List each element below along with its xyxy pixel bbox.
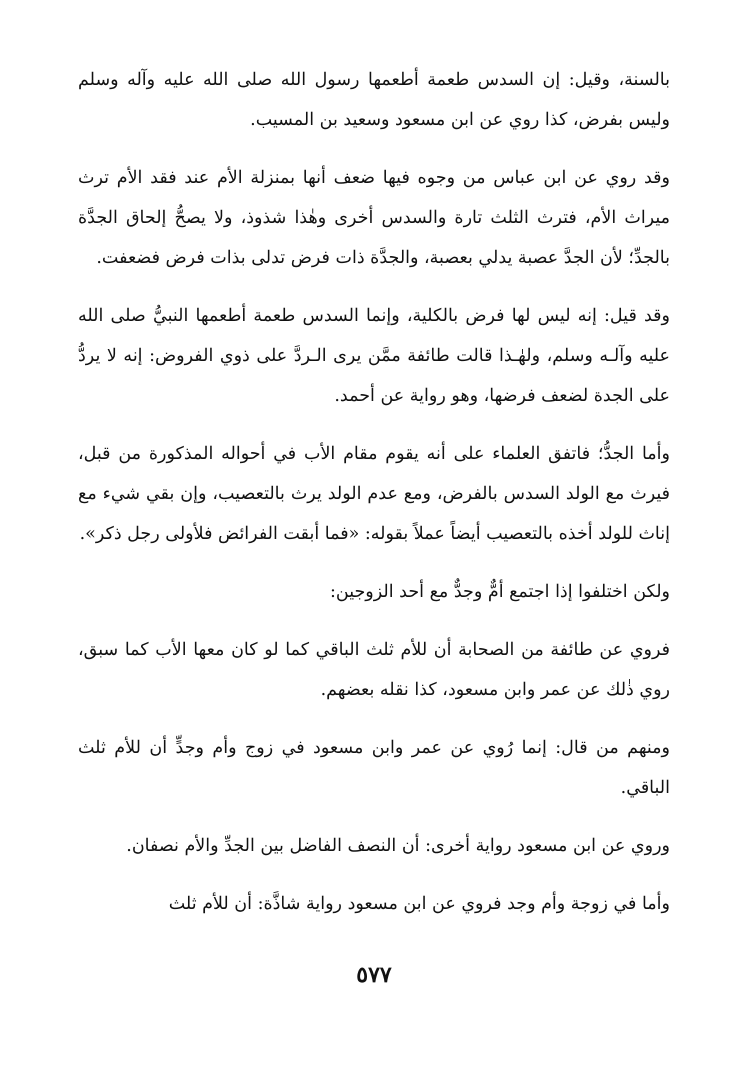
document-body [78,60,670,942]
paragraph-8: وروي عن ابن مسعود رواية أخرى: أن النصف الفاضل بين الجدِّ والأم نصفان. [126,836,670,856]
paragraph-1: بالسنة، وقيل: إن السدس طعمة أطعمها رسول الله صلى الله عليه وآله وسلم وليس بفرض، كذا روي عن ابن مسعود وسعيد بن المسيب. [78,70,670,130]
paragraph-9: وأما في زوجة وأم وجد فروي عن ابن مسعود رواية شاذَّة: أن للأم ثلث [168,894,670,914]
paragraph-4: وأما الجدُّ؛ فاتفق العلماء على أنه يقوم مقام الأب في أحواله المذكورة من قبل، فيرث مع الولد السدس بالفرض، ومع عدم الولد يرث بالتعصيب، وإن بقي شيء مع إناث للولد أخذه بالتعصيب أيضاً عملاً بقوله: «فما أبقت الفرائض فلأولى رجل ذكر». [78,444,670,544]
paragraph-3: وقد قيل: إنه ليس لها فرض بالكلية، وإنما السدس طعمة أطعمها النبيُّ صلى الله عليه وآلـه وسلم، ولهٰـذا قالت طائفة ممَّن يرى الـردَّ على ذوي الفروض: إنه لا يردُّ على الجدة لضعف فرضها، وهو رواية عن أحمد. [78,306,670,406]
paragraph-6: فروي عن طائفة من الصحابة أن للأم ثلث الباقي كما لو كان معها الأب كما سبق، روي ذٰلك عن عمر وابن مسعود، كذا نقله بعضهم. [78,640,670,700]
page-number: ٥٧٧ [356,962,392,988]
paragraph-5: ولكن اختلفوا إذا اجتمع أمٌّ وجدٌّ مع أحد الزوجين: [329,582,670,602]
paragraph-7: ومنهم من قال: إنما رُوي عن عمر وابن مسعود في زوج وأم وجدٍّ أن للأم ثلث الباقي. [78,738,670,798]
paragraph-2: وقد روي عن ابن عباس من وجوه فيها ضعف أنها بمنزلة الأم عند فقد الأم ترث ميراث الأم، فترث الثلث تارة والسدس أخرى وهٰذا شذوذ، ولا يصحُّ إلحاق الجدَّة بالجدِّ؛ لأن الجدَّ عصبة يدلي بعصبة، والجدَّة ذات فرض تدلى بذات فرض فضعفت. [78,168,670,268]
